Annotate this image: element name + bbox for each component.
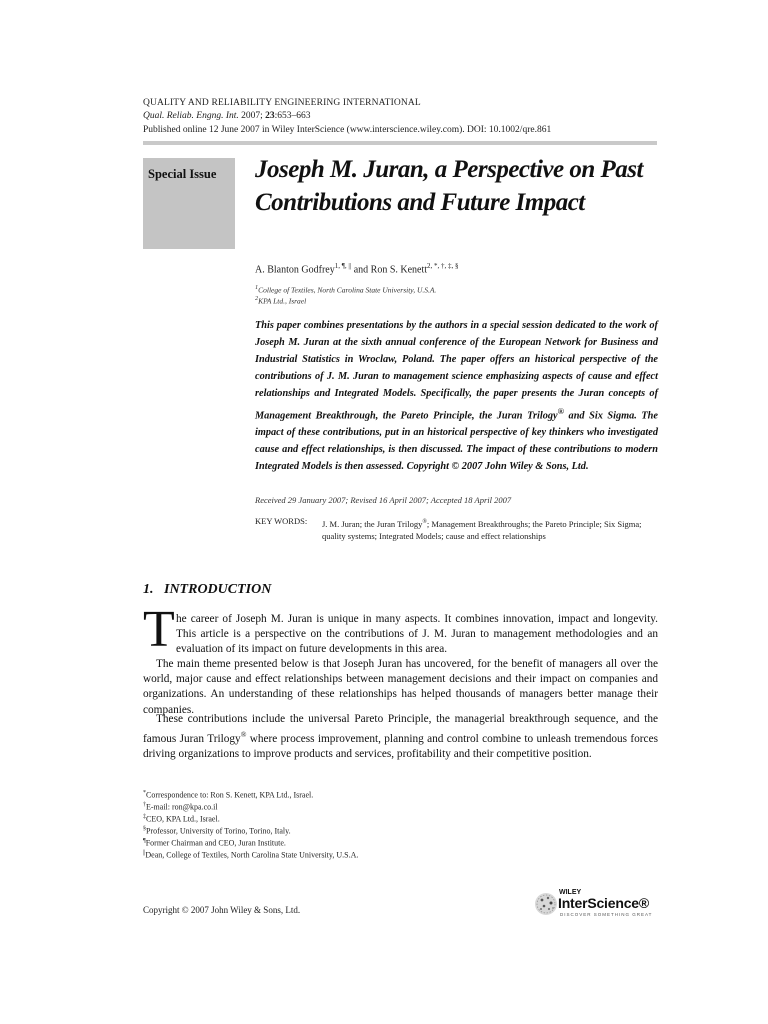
footnote-text: Former Chairman and CEO, Juran Institute.	[145, 838, 286, 848]
footnote-text: E-mail: ron@kpa.co.il	[146, 802, 218, 812]
footer-copyright: Copyright © 2007 John Wiley & Sons, Ltd.	[143, 905, 301, 915]
citation-line	[143, 110, 311, 123]
author-kenett-marks: 2, *, †, ‡, §	[427, 262, 459, 270]
abstract	[255, 318, 658, 476]
keywords-label: KEY WORDS:	[255, 516, 308, 526]
footnote-mark: *	[143, 790, 146, 796]
logo-tagline: DISCOVER SOMETHING GREAT	[560, 912, 653, 917]
special-issue-label: Special Issue	[148, 167, 217, 181]
paragraph-3-text: These contributions include the universal Pareto Principle, the managerial breakthrough sequence, and the famous Juran Trilogy	[143, 713, 658, 745]
keywords-list	[322, 516, 658, 543]
abstract-registered-mark: ®	[557, 405, 564, 416]
section-title: INTRODUCTION	[164, 582, 272, 597]
footnote-text: CEO, KPA Ltd., Israel.	[146, 814, 220, 824]
journal-name: QUALITY AND RELIABILITY ENGINEERING INTERNATIONAL	[143, 98, 421, 108]
keywords-registered-mark: ®	[422, 519, 427, 525]
footnote-mark: ¶	[143, 838, 146, 844]
section-number: 1.	[143, 582, 154, 597]
footnote-text: Professor, University of Torino, Torino, Italy.	[146, 826, 291, 836]
keywords-part2: ; Management Breakthroughs; the Pareto Principle; Six Sigma; quality systems; Integrated Models; cause and effect relationships	[322, 518, 642, 542]
footnote-mark: ‡	[143, 814, 146, 820]
paragraph-3	[143, 712, 658, 762]
abstract-text: This paper combines presentations by the authors in a special session dedicated to the work of Joseph M. Juran at the sixth annual conference of the European Network for Business and Industrial Statistics in Wroclaw, Poland. The paper offers an historical perspective of the contributions of J. M. Juran to management science emphasizing aspects of cause and effect relationships and Integrated Models. Specifically, the paper presents the Juran concepts of Management Breakthrough, the Pareto Principle, the Juran Trilogy	[255, 320, 658, 421]
paper-title: Joseph M. Juran, a Perspective on Past Contributions and Future Impact	[255, 156, 643, 216]
section-heading	[143, 582, 271, 598]
author-line	[255, 262, 459, 275]
footnote-text: Dean, College of Textiles, North Carolina State University, U.S.A.	[145, 850, 359, 860]
affiliation-1-text: College of Textiles, North Carolina State University, U.S.A.	[258, 285, 437, 295]
author-kenett: Ron S. Kenett	[370, 264, 428, 276]
logo-brand-text: InterScience®	[558, 895, 649, 911]
drop-cap: T	[143, 601, 175, 658]
author-godfrey: A. Blanton Godfrey	[255, 264, 335, 276]
paragraph-3-text-rest: where process improvement, planning and control combine to unleash tremendous forces driving organizations to improve products and services, profitability and their competitive position.	[143, 732, 658, 761]
affiliation-1-mark: 1	[255, 284, 259, 291]
paragraph-1: he career of Joseph M. Juran is unique in many aspects. It combines innovation, impact and longevity. This article is a perspective on the contributions of J. M. Juran to management methodologies and an evaluation of its impact on future developments in this area.	[176, 613, 658, 656]
affiliation-2-text: KPA Ltd., Israel	[258, 296, 307, 306]
paragraph-2: The main theme presented below is that Joseph Juran has uncovered, for the benefit of managers all over the world, major cause and effect relationships between management decisions and their impact on companies and organizations. An understanding of these relationships has helped thousands of managers better manage their companies.	[143, 658, 658, 716]
footnote-mark: ||	[143, 850, 146, 856]
publication-info: Published online 12 June 2007 in Wiley InterScience (www.interscience.wiley.com). DOI: 10.1002/qre.861	[143, 125, 552, 135]
received-dates: Received 29 January 2007; Revised 16 April 2007; Accepted 18 April 2007	[255, 495, 512, 505]
keywords-part1: J. M. Juran; the Juran Trilogy	[322, 518, 423, 529]
footnote-mark: †	[143, 802, 146, 808]
footnote	[143, 847, 358, 862]
paragraph-3-registered-mark: ®	[240, 730, 247, 740]
footnote-mark: §	[143, 826, 146, 832]
author-conjunction: and	[351, 264, 371, 276]
header-rule	[143, 141, 657, 145]
citation-pages: :653–663	[274, 111, 311, 121]
affiliation-2	[255, 295, 306, 306]
citation-journal: Qual. Reliab. Engng. Int.	[143, 111, 239, 121]
logo-wiley-text: WILEY	[559, 889, 582, 896]
affiliation-2-mark: 2	[255, 295, 259, 302]
citation-volume: 23	[265, 111, 275, 121]
abstract-text-rest: and Six Sigma. The impact of these contributions, put in an historical perspective of key thinkers who investigated cause and effect relationships, is then discussed. The impact of these contributions to modern Integrated Models is then assessed. Copyright © 2007 John Wiley & Sons, Ltd.	[255, 409, 658, 472]
footnote-text: Correspondence to: Ron S. Kenett, KPA Ltd., Israel.	[146, 790, 314, 800]
affiliation-1	[255, 284, 436, 295]
author-godfrey-marks: 1, ¶, ||	[334, 262, 352, 270]
citation-year: 2007;	[238, 111, 266, 121]
